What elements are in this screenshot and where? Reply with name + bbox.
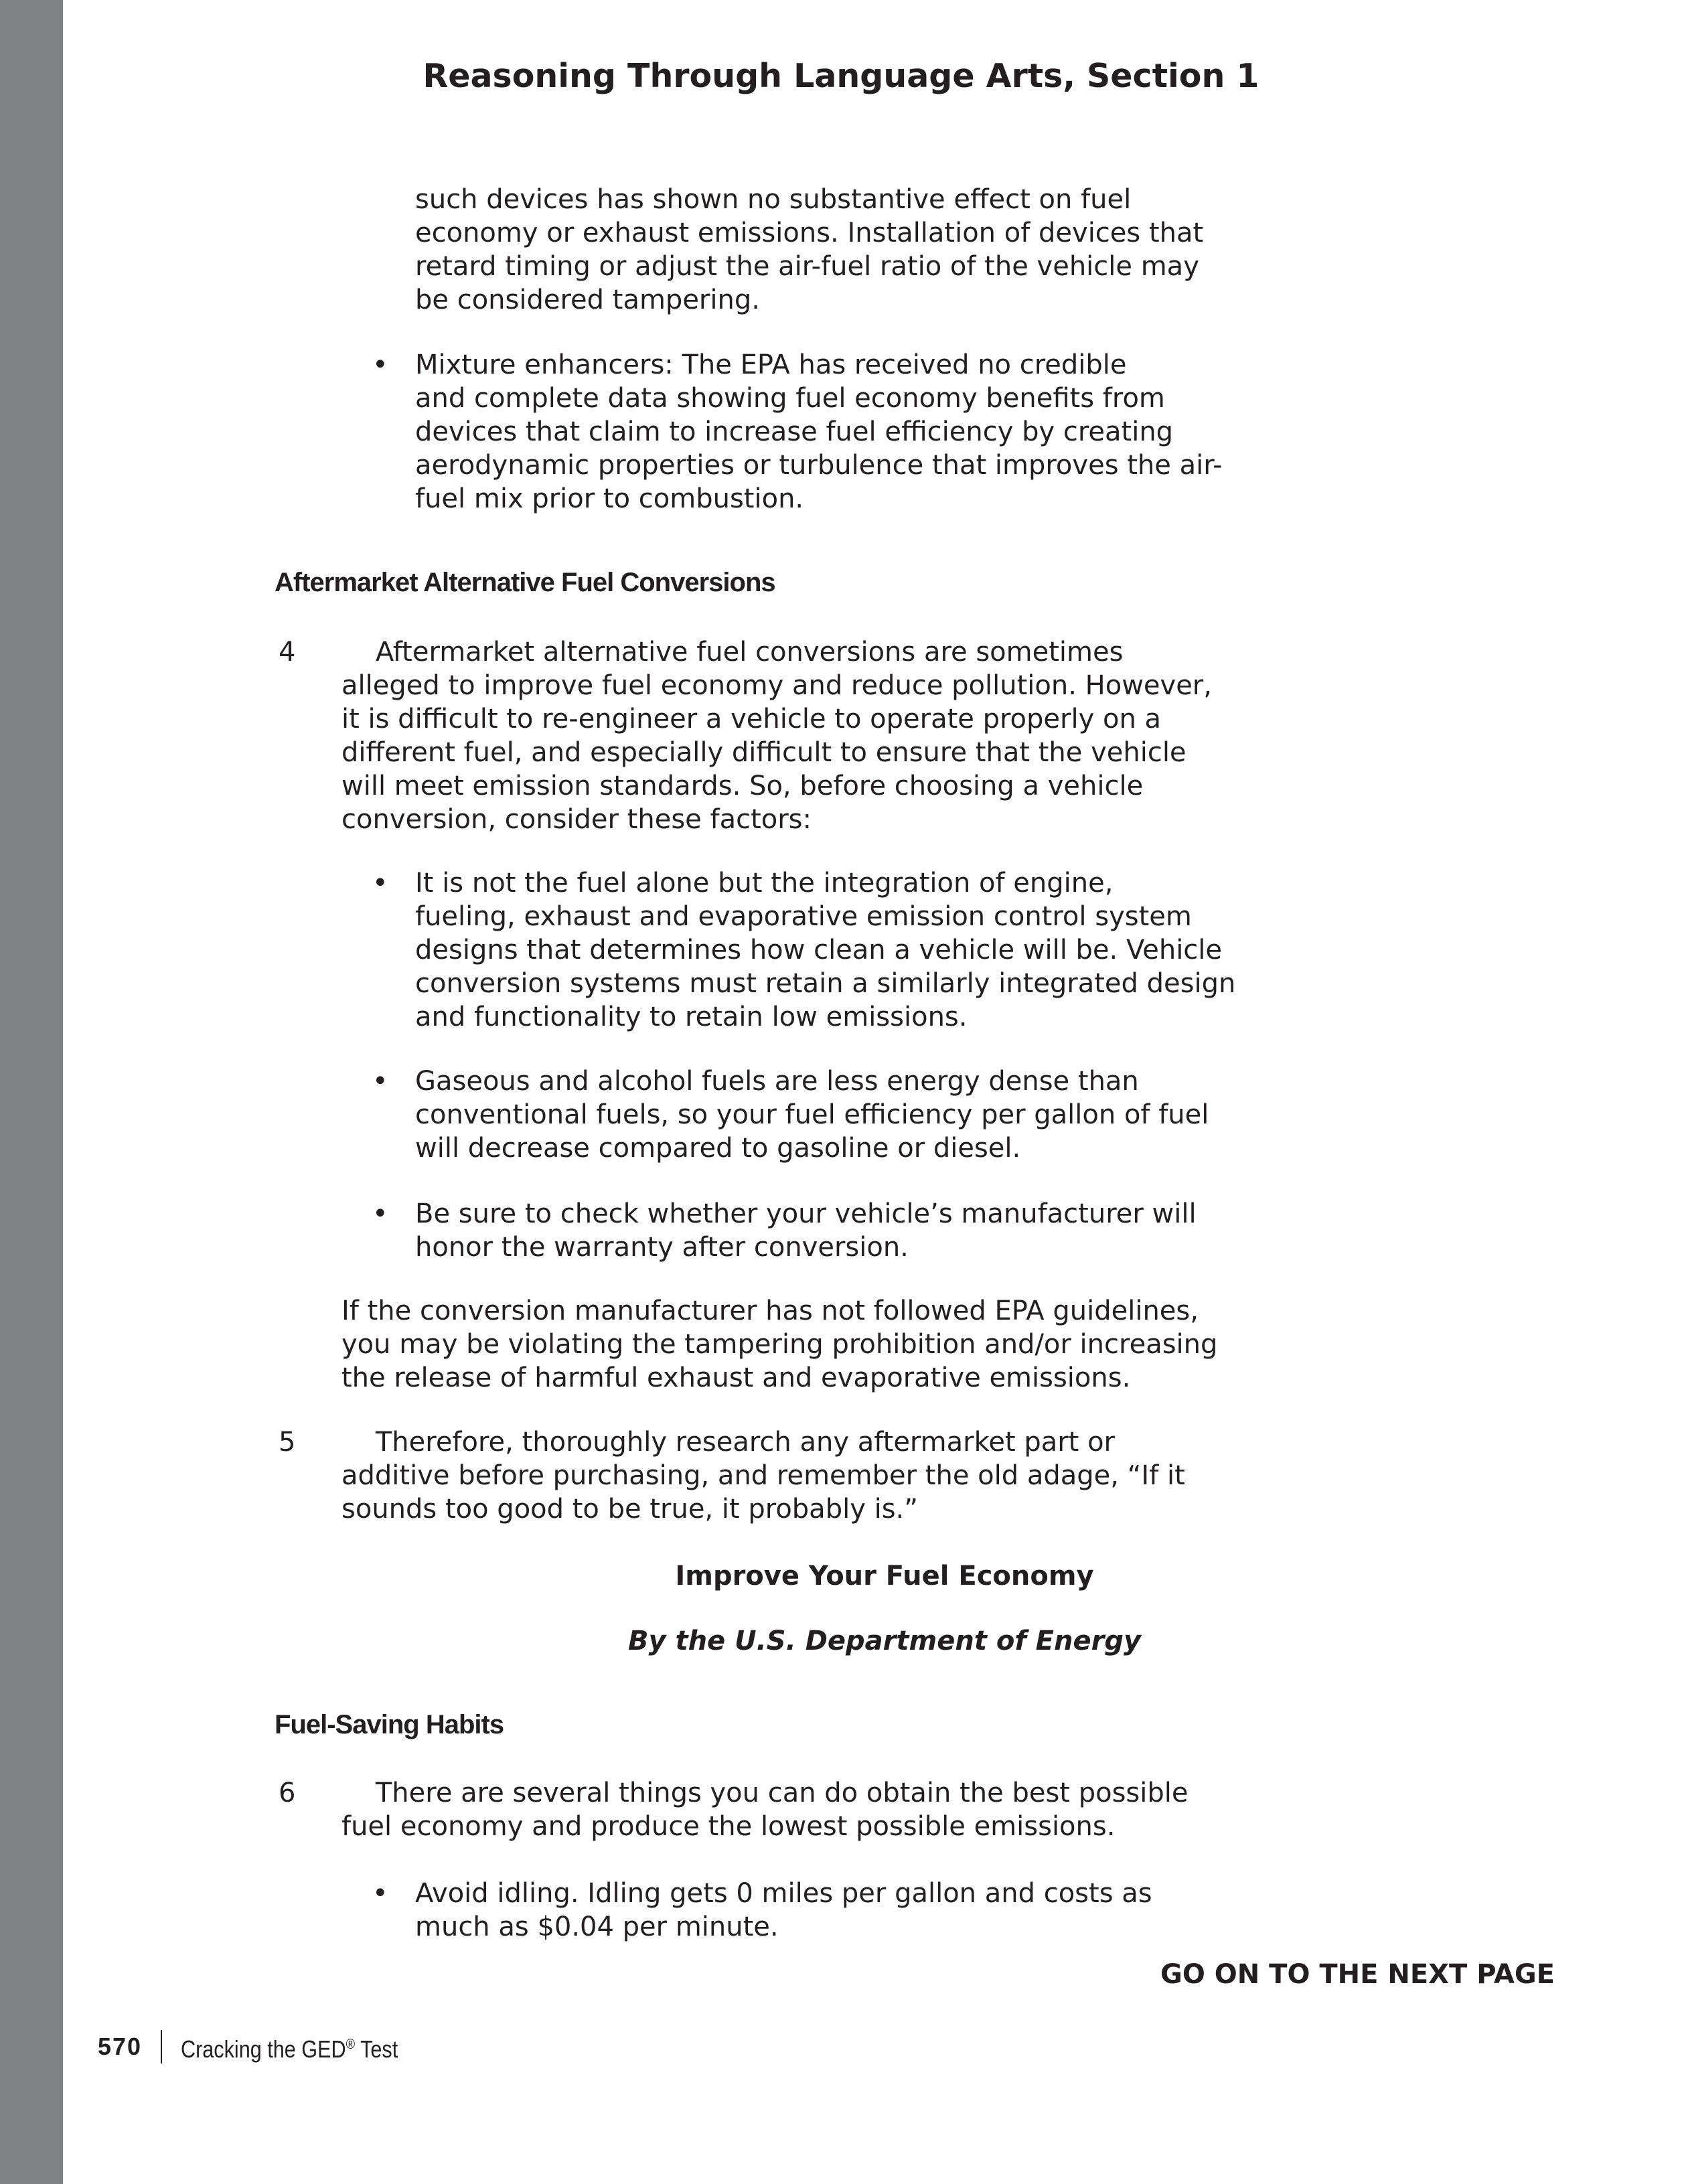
text-line: different fuel, and especially difficult to ensure that the vehicle <box>341 737 1187 768</box>
page-header-title: Reasoning Through Language Arts, Section 1 <box>423 57 1259 95</box>
text-line: the release of harmful exhaust and evaporative emissions. <box>341 1362 1131 1393</box>
bullet-fuel-integration <box>415 866 1235 1034</box>
text-line: it is difficult to re-engineer a vehicle to operate properly on a <box>341 704 1162 734</box>
page-number: 570 <box>98 2033 143 2060</box>
text-line: Avoid idling. Idling gets 0 miles per gallon and costs as <box>415 1878 1152 1909</box>
text-line: much as $0.04 per minute. <box>415 1912 779 1942</box>
book-title <box>181 2027 398 2066</box>
text-line: fuel economy and produce the lowest possible emissions. <box>341 1811 1116 1842</box>
text-line: There are several things you can do obtain the best possible <box>341 1778 1189 1808</box>
text-line: be considered tampering. <box>415 285 760 315</box>
paragraph-number-6: 6 <box>279 1778 296 1808</box>
section-heading-aftermarket: Aftermarket Alternative Fuel Conversions <box>275 568 775 597</box>
bullet-mark: • <box>372 868 388 899</box>
bullet-mark: • <box>372 1066 388 1097</box>
text-line: economy or exhaust emissions. Installation of devices that <box>415 218 1204 248</box>
text-line: you may be violating the tampering prohibition and/or increasing <box>341 1329 1218 1360</box>
text-line: such devices has shown no substantive effect on fuel <box>415 184 1132 215</box>
page-footer <box>98 2027 436 2066</box>
registered-mark: ® <box>346 2035 356 2052</box>
text-line: and functionality to retain low emissions. <box>415 1002 968 1032</box>
text-line: conventional fuels, so your fuel efficiency per gallon of fuel <box>415 1099 1209 1130</box>
paragraph-4-continued <box>341 1294 1217 1395</box>
text-line: will decrease compared to gasoline or diesel. <box>415 1133 1021 1164</box>
go-on-next-page: GO ON TO THE NEXT PAGE <box>1160 1959 1555 1990</box>
text-line: honor the warranty after conversion. <box>415 1232 909 1263</box>
text-line: retard timing or adjust the air-fuel ratio of the vehicle may <box>415 251 1199 282</box>
paragraph-5 <box>341 1425 1185 1526</box>
text-line: alleged to improve fuel economy and reduce pollution. However, <box>341 670 1212 701</box>
text-line: Gaseous and alcohol fuels are less energy dense than <box>415 1066 1139 1097</box>
bullet-avoid-idling <box>415 1877 1152 1944</box>
text-line: conversion, consider these factors: <box>341 804 812 835</box>
text-line: Therefore, thoroughly research any aftermarket part or <box>341 1427 1115 1458</box>
article-byline: By the U.S. Department of Energy <box>627 1626 1142 1656</box>
section-heading-fuel-saving: Fuel-Saving Habits <box>275 1710 504 1739</box>
paragraph-number-4: 4 <box>279 637 296 668</box>
text-line: devices that claim to increase fuel efficiency by creating <box>415 416 1174 447</box>
bullet-mark: • <box>372 1878 388 1909</box>
text-line: will meet emission standards. So, before choosing a vehicle <box>341 771 1144 801</box>
continued-bullet-text <box>415 183 1203 317</box>
bullet-mixture-enhancers <box>415 348 1223 516</box>
text-line: additive before purchasing, and remember the old adage, “If it <box>341 1460 1185 1491</box>
text-line: fuel mix prior to combustion. <box>415 483 804 514</box>
bullet-warranty <box>415 1197 1197 1264</box>
text-line: Mixture enhancers: The EPA has received no credible <box>415 349 1127 380</box>
text-line: sounds too good to be true, it probably is.” <box>341 1494 918 1525</box>
text-line: It is not the fuel alone but the integration of engine, <box>415 868 1114 899</box>
footer-divider <box>161 2030 162 2063</box>
text-line: Be sure to check whether your vehicle’s manufacturer will <box>415 1198 1197 1229</box>
bullet-gaseous-fuels <box>415 1065 1209 1165</box>
page-edge-bar <box>0 0 63 2184</box>
bullet-mark: • <box>372 349 388 380</box>
bullet-mark: • <box>372 1198 388 1229</box>
paragraph-4 <box>341 635 1212 836</box>
text-line: Aftermarket alternative fuel conversions are sometimes <box>341 637 1124 668</box>
book-title-text: Cracking the GED <box>181 2035 346 2063</box>
article-title: Improve Your Fuel Economy <box>675 1561 1094 1591</box>
text-line: fueling, exhaust and evaporative emission control system <box>415 901 1192 932</box>
text-line: If the conversion manufacturer has not followed EPA guidelines, <box>341 1296 1199 1326</box>
text-line: aerodynamic properties or turbulence that improves the air- <box>415 450 1223 481</box>
text-line: conversion systems must retain a similarly integrated design <box>415 968 1236 999</box>
paragraph-6 <box>341 1776 1188 1843</box>
text-line: designs that determines how clean a vehicle will be. Vehicle <box>415 935 1223 965</box>
text-line: and complete data showing fuel economy benefits from <box>415 383 1165 414</box>
paragraph-number-5: 5 <box>279 1427 296 1458</box>
book-title-suffix: Test <box>355 2035 398 2063</box>
